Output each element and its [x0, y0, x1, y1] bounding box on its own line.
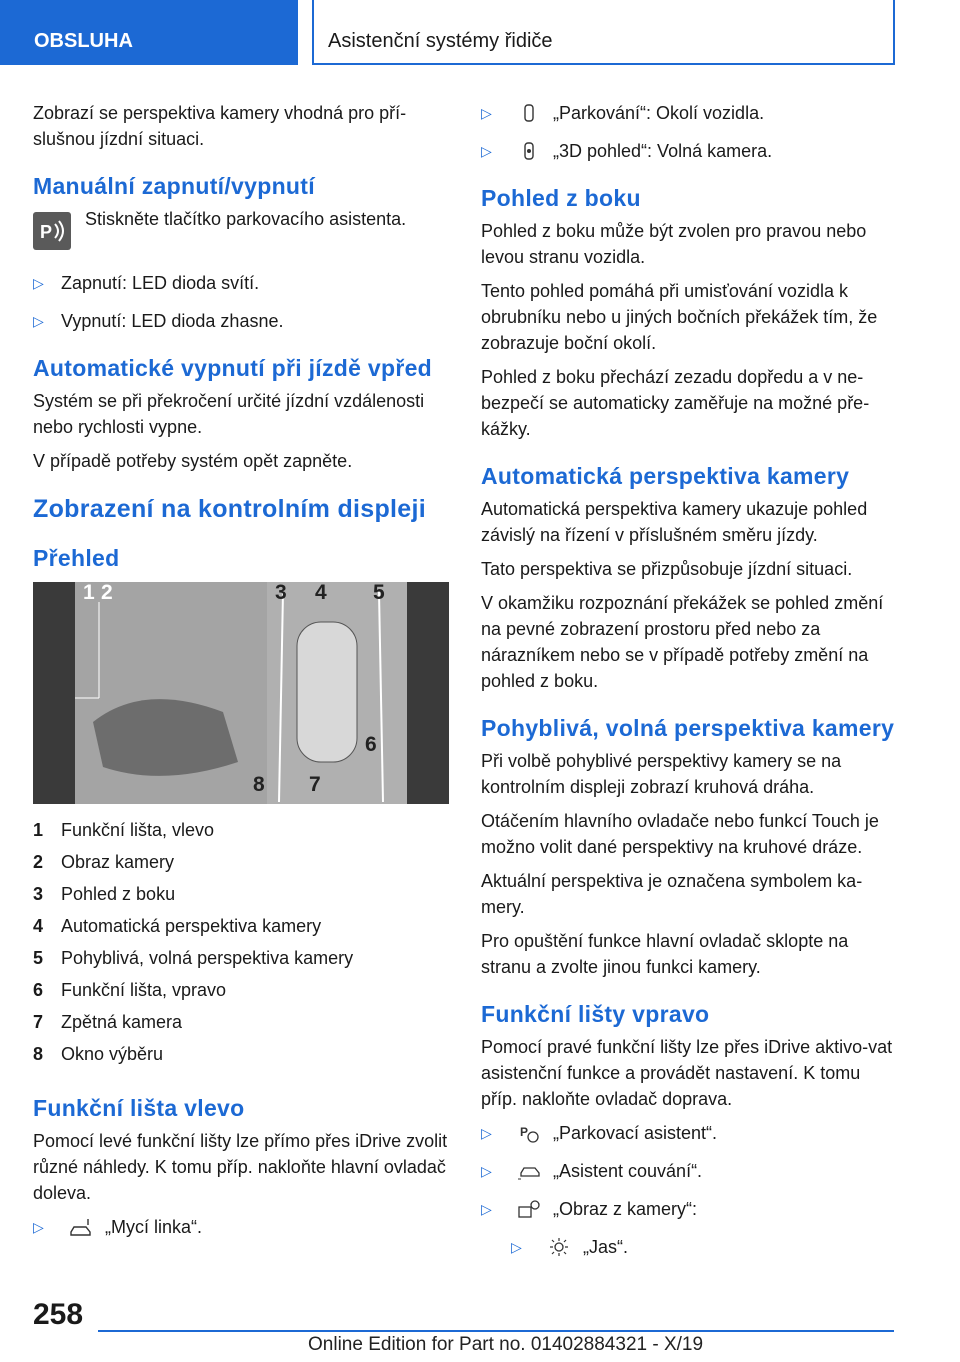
- parking-assistant-button-icon: [33, 212, 71, 250]
- legend-item: [33, 1038, 453, 1070]
- parking-button-note: [33, 206, 453, 250]
- auto-off-text-1: Systém se při překročení určité jízdní vzdálenosti nebo rychlosti vypne.: [33, 391, 425, 437]
- heading-free-perspective: Pohyblivá, volná perspektiva kamery: [481, 715, 895, 741]
- bullet-parking: [481, 100, 901, 126]
- bullet-text: „Parkování“: Okolí vozidla.: [553, 103, 765, 123]
- callout-1: 1: [83, 582, 95, 604]
- bullet-parking-assistant: [481, 1120, 901, 1146]
- bullet-triangle-icon: ▷: [481, 143, 492, 159]
- legend-text: Funkční lišta, vpravo: [61, 980, 227, 1000]
- bullet-brightness: [511, 1234, 901, 1260]
- callout-7: 7: [309, 773, 321, 796]
- legend-item: [33, 942, 453, 974]
- heading-auto-perspective: Automatická perspektiva kamery: [481, 463, 850, 489]
- chapter-title: Asistenční systémy řidiče: [312, 0, 895, 65]
- car-top-view-icon: [517, 102, 541, 124]
- legend-item: [33, 814, 453, 846]
- section-tab: OBSLUHA: [0, 0, 298, 65]
- legend-text: Pohyblivá, volná perspektiva kamery: [61, 948, 354, 968]
- legend-text: Automatická perspektiva kamery: [61, 916, 322, 936]
- svg-text:P: P: [40, 222, 53, 242]
- bullet-3d-view: [481, 138, 901, 164]
- parking-assistant-icon: [517, 1122, 541, 1144]
- legend-text: Zpětná kamera: [61, 1012, 183, 1032]
- auto-text-3: V okamžiku rozpoznání překážek se pohled změní na pevné zobrazení prostoru před nebo za nárazníkem nebo se v případě potřeby změní na pohled z boku.: [481, 593, 884, 691]
- right-bar-text: Pomocí pravé funkční lišty lze přes iDrive aktivo-vat asistenční funkce a provádět nastavení. K tomu příp. nakloňte ovladač doprava.: [481, 1037, 893, 1109]
- side-text-3: Pohled z boku přechází zezadu dopředu a v ne-bezpečí se automaticky zaměřuje na možné pře-kážky.: [481, 367, 870, 439]
- callout-8: 8: [253, 773, 265, 796]
- legend-item: [33, 878, 453, 910]
- figure-legend: [33, 814, 453, 1070]
- legend-number: 8: [33, 1044, 44, 1064]
- bullet-triangle-icon: ▷: [33, 1219, 44, 1235]
- legend-text: Funkční lišta, vlevo: [61, 820, 215, 840]
- auto-off-text-2: V případě potřeby systém opět zapněte.: [33, 451, 353, 471]
- left-bar-text: Pomocí levé funkční lišty lze přímo přes iDrive zvolit různé náhledy. K tomu příp. nakloňte hlavní ovladač doleva.: [33, 1131, 448, 1203]
- edition-note: Online Edition for Part no. 01402884321 - X/19: [308, 1334, 704, 1355]
- legend-text: Pohled z boku: [61, 884, 176, 904]
- legend-number: 3: [33, 884, 44, 904]
- free-text-4: Pro opuštění funkce hlavní ovladač sklopte na stranu a zvolte jinou funkci kamery.: [481, 931, 849, 977]
- side-text-2: Tento pohled pomáhá při umisťování vozidla k obrubníku nebo u jiných bočních překážek tím, že zobrazuje boční okolí.: [481, 281, 878, 353]
- heading-manual: Manuální zapnutí/vypnutí: [33, 173, 315, 199]
- auto-text-1: Automatická perspektiva kamery ukazuje pohled závislý na řízení v příslušném směru jízdy.: [481, 499, 868, 545]
- callout-3: 3: [275, 582, 287, 604]
- heading-overview: Přehled: [33, 545, 120, 571]
- car-wash-icon: [69, 1216, 93, 1238]
- intro-text: Zobrazí se perspektiva kamery vhodná pro pří-slušnou jízdní situaci.: [33, 103, 407, 149]
- heading-side-view: Pohled z boku: [481, 185, 641, 211]
- bullet-on: [33, 270, 453, 296]
- callout-4: 4: [315, 582, 327, 604]
- bullet-triangle-icon: ▷: [481, 1163, 492, 1179]
- free-text-1: Při volbě pohyblivé perspektivy kamery se na kontrolním displeji zobrazí kruhová dráha.: [481, 751, 842, 797]
- side-text-1: Pohled z boku může být zvolen pro pravou nebo levou stranu vozidla.: [481, 221, 867, 267]
- bullet-triangle-icon: ▷: [481, 105, 492, 121]
- manual-text: Stiskněte tlačítko parkovacího asistenta.: [85, 209, 407, 229]
- callout-6: 6: [365, 733, 377, 756]
- legend-number: 6: [33, 980, 44, 1000]
- legend-item: [33, 974, 453, 1006]
- legend-item: [33, 910, 453, 942]
- callout-2: 2: [101, 582, 113, 604]
- free-text-3: Aktuální perspektiva je označena symbolem ka-mery.: [481, 871, 863, 917]
- bullet-triangle-icon: ▷: [481, 1125, 492, 1141]
- brightness-icon: [547, 1236, 571, 1258]
- bullet-text: „Parkovací asistent“.: [553, 1123, 718, 1143]
- legend-number: 4: [33, 916, 44, 936]
- bullet-text: Vypnutí: LED dioda zhasne.: [61, 311, 284, 331]
- bullet-camera-image: [481, 1196, 901, 1222]
- bullet-text: „3D pohled“: Volná kamera.: [553, 141, 773, 161]
- free-text-2: Otáčením hlavního ovladače nebo funkcí Touch je možno volit dané perspektivy na kruhové dráze.: [481, 811, 879, 857]
- legend-number: 7: [33, 1012, 44, 1032]
- bullet-text: „Obraz z kamery“:: [553, 1199, 698, 1219]
- bullet-triangle-icon: ▷: [33, 275, 44, 291]
- callout-5: 5: [373, 582, 385, 604]
- legend-number: 1: [33, 820, 44, 840]
- bullet-text: „Mycí linka“.: [105, 1217, 203, 1237]
- footer-divider: [98, 1330, 894, 1332]
- heading-left-bar: Funkční lišta vlevo: [33, 1095, 245, 1121]
- heading-right-bar: Funkční lišty vpravo: [481, 1001, 710, 1027]
- legend-number: 2: [33, 852, 44, 872]
- legend-number: 5: [33, 948, 44, 968]
- bullet-off: [33, 308, 453, 334]
- bullet-reversing-assistant: [481, 1158, 901, 1184]
- camera-settings-icon: [517, 1198, 541, 1220]
- page-number: 258: [33, 1298, 84, 1331]
- reversing-car-icon: [517, 1160, 541, 1182]
- bullet-triangle-icon: ▷: [481, 1201, 492, 1217]
- auto-text-2: Tato perspektiva se přizpůsobuje jízdní situaci.: [481, 559, 853, 579]
- heading-display: Zobrazení na kontrolním displeji: [33, 495, 426, 523]
- legend-text: Okno výběru: [61, 1044, 164, 1064]
- bullet-text: „Jas“.: [583, 1237, 628, 1257]
- bullet-car-wash: [33, 1214, 453, 1240]
- svg-text:P: P: [520, 1125, 529, 1139]
- bullet-text: „Asistent couvání“.: [553, 1161, 703, 1181]
- left-column: [33, 100, 453, 1252]
- legend-item: [33, 1006, 453, 1038]
- bullet-text: Zapnutí: LED dioda svítí.: [61, 273, 260, 293]
- camera-display-figure: [33, 582, 449, 804]
- bullet-triangle-icon: ▷: [511, 1239, 522, 1255]
- car-3d-icon: [517, 140, 541, 162]
- heading-auto-off: Automatické vypnutí při jízdě vpřed: [33, 355, 433, 381]
- right-column: [481, 100, 901, 1272]
- legend-text: Obraz kamery: [61, 852, 175, 872]
- legend-item: [33, 846, 453, 878]
- bullet-triangle-icon: ▷: [33, 313, 44, 329]
